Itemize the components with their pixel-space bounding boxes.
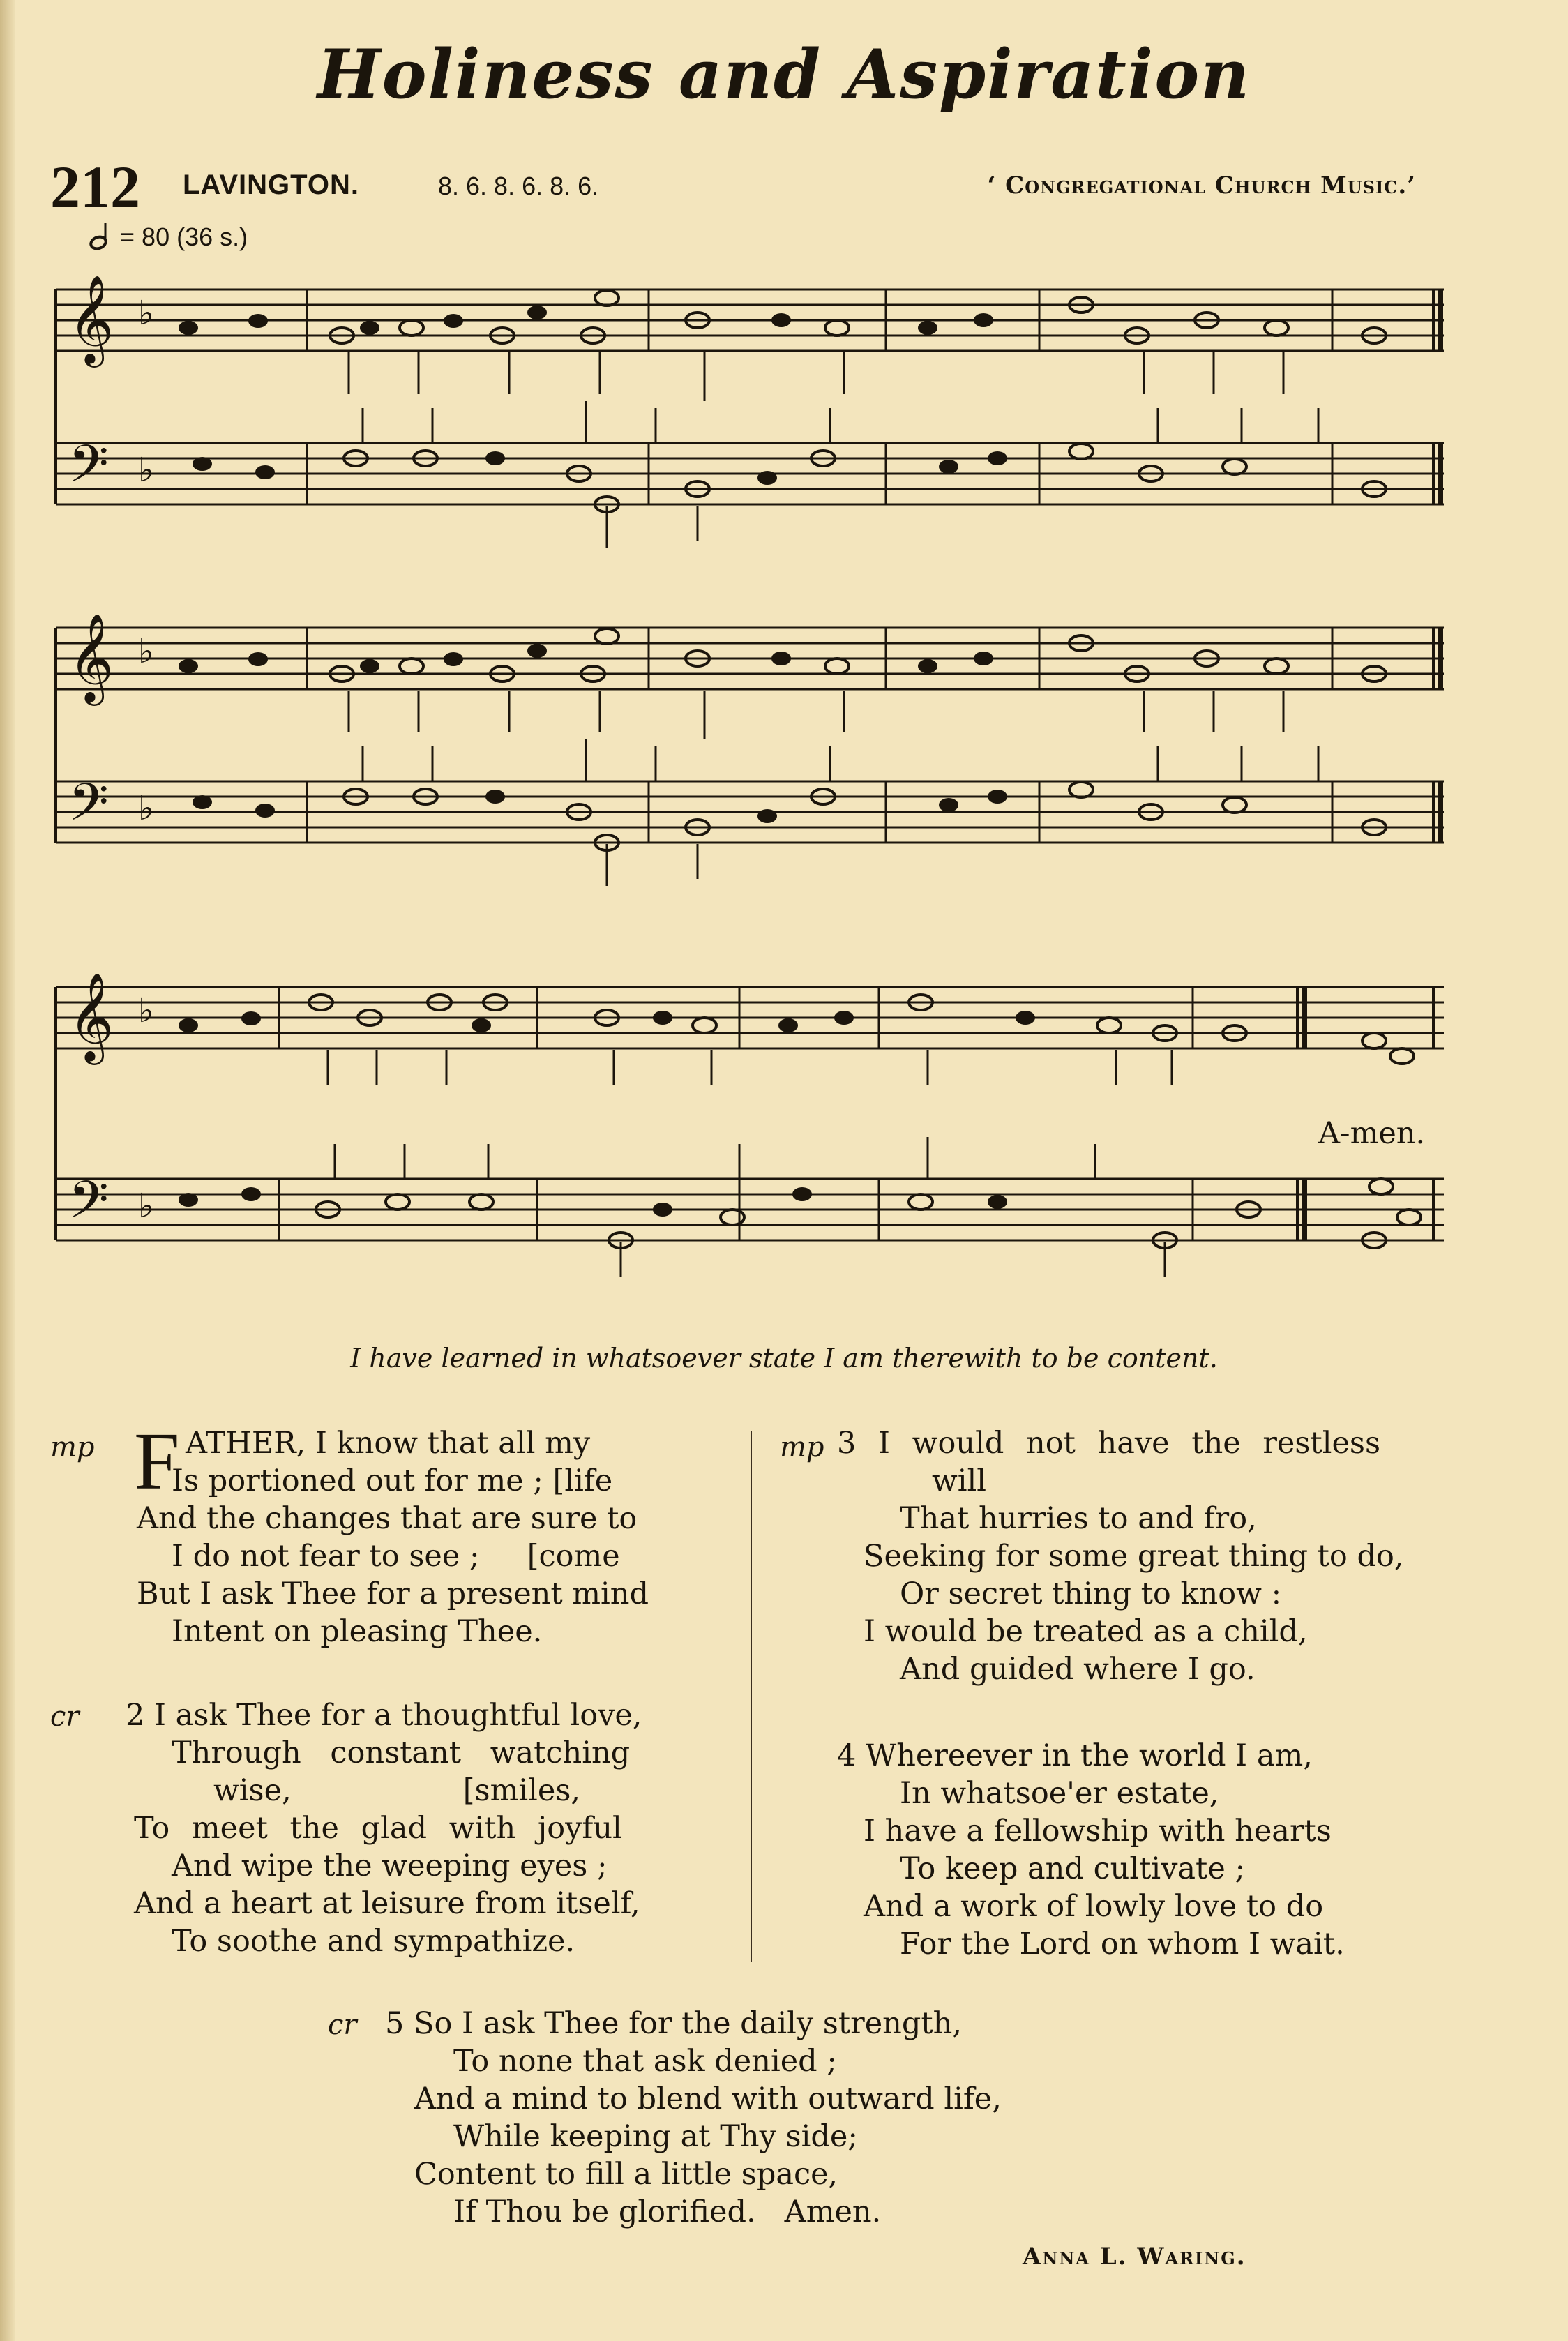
stanza-line: Whereever in the world I am, <box>866 1738 1313 1773</box>
music-system-2 <box>49 607 1451 900</box>
stanza-line: I have a fellowship with hearts <box>864 1814 1332 1849</box>
svg-text:♭: ♭ <box>138 294 154 333</box>
stanza-line: ATHER, I know that all my <box>186 1426 591 1461</box>
stanza-line: So I ask Thee for the daily strength, <box>414 2006 963 2041</box>
stanza-line: And guided where I go. <box>900 1652 1256 1687</box>
column-divider <box>751 1431 752 1962</box>
stanza-line: To soothe and sympathize. <box>172 1924 575 1959</box>
stanza-line: To none that ask denied ; <box>453 2044 837 2079</box>
tune-name: LAVINGTON. <box>183 170 359 200</box>
svg-text:𝄞: 𝄞 <box>68 972 114 1061</box>
stanza-number: 2 <box>126 1698 145 1733</box>
amen-text: A-men. <box>1318 1116 1426 1151</box>
stanza-line: To keep and cultivate ; <box>900 1851 1245 1886</box>
stanza-line: That hurries to and fro, <box>900 1501 1257 1536</box>
motto: I have learned in whatsoever state I am therewith to be content. <box>350 1343 1218 1373</box>
music-system-1 <box>49 269 1451 562</box>
stanza-line: Intent on pleasing Thee. <box>172 1614 543 1649</box>
svg-text:♭: ♭ <box>138 991 154 1030</box>
page-edge <box>0 0 15 2341</box>
half-note-icon <box>89 222 113 250</box>
running-head: Holiness and Aspiration <box>317 35 1251 114</box>
svg-text:♭: ♭ <box>138 1187 154 1226</box>
tempo-marking <box>89 222 248 252</box>
stanza-line: In whatsoe'er estate, <box>900 1776 1219 1811</box>
stanza-line: Through constant watching <box>172 1736 631 1770</box>
svg-text:𝄞: 𝄞 <box>68 274 114 363</box>
stanza-line: And wipe the weeping eyes ; <box>172 1849 608 1883</box>
stanza-line: Is portioned out for me ; [life <box>172 1463 613 1498</box>
stanza-5 <box>385 2005 1002 2231</box>
svg-text:♭: ♭ <box>138 632 154 671</box>
stanza-line: I would not have the restless <box>878 1426 1381 1461</box>
stanza-line: I do not fear to see ; [come <box>172 1539 620 1574</box>
stanza-line: For the Lord on whom I wait. <box>900 1927 1345 1962</box>
svg-text:𝄞: 𝄞 <box>68 612 114 702</box>
stanza-line: And a work of lowly love to do <box>864 1889 1324 1924</box>
stanza-number: 5 <box>385 2006 405 2041</box>
stanza-2 <box>126 1696 642 1960</box>
stanza-line: And a heart at leisure from itself, <box>134 1886 640 1921</box>
stanza-line: But I ask Thee for a present mind <box>137 1576 649 1611</box>
music-system-3 <box>49 959 1451 1280</box>
svg-text:♭: ♭ <box>138 451 154 490</box>
dynamic-cr: cr <box>328 2009 357 2041</box>
stanza-1 <box>137 1424 649 1650</box>
svg-text:𝄢: 𝄢 <box>68 772 109 845</box>
dropcap: F <box>134 1415 180 1507</box>
stanza-line: And a mind to blend with outward life, <box>414 2082 1002 2116</box>
stanza-4 <box>837 1737 1345 1963</box>
stanza-line: To meet the glad with joyful <box>134 1811 622 1846</box>
tune-source: ‘ Congregational Church Music.’ <box>987 172 1416 200</box>
svg-text:𝄢: 𝄢 <box>68 434 109 507</box>
stanza-line: And the changes that are sure to <box>137 1501 638 1536</box>
tempo-text: = 80 (36 s.) <box>120 223 248 251</box>
stanza-number: 3 <box>837 1426 857 1461</box>
stanza-line: Seeking for some great thing to do, <box>864 1539 1404 1574</box>
stanza-line: Content to fill a little space, <box>414 2157 838 2192</box>
stanza-line: Or secret thing to know : <box>900 1576 1282 1611</box>
dynamic-mp: mp <box>780 1431 824 1463</box>
stanza-line: While keeping at Thy side; <box>453 2119 858 2154</box>
meter: 8. 6. 8. 6. 8. 6. <box>438 172 599 200</box>
stanza-line: If Thou be glorified. Amen. <box>453 2195 882 2229</box>
stanza-line: I would be treated as a child, <box>864 1614 1308 1649</box>
stanza-line: I ask Thee for a thoughtful love, <box>154 1698 642 1733</box>
dynamic-mp: mp <box>50 1431 95 1463</box>
dynamic-cr: cr <box>50 1701 80 1733</box>
svg-text:𝄢: 𝄢 <box>68 1170 109 1243</box>
stanza-line: wise, [smiles, <box>213 1773 581 1808</box>
stanza-line: will <box>932 1463 987 1498</box>
svg-text:♭: ♭ <box>138 789 154 828</box>
hymn-number: 212 <box>50 153 140 220</box>
author-credit: Anna L. Waring. <box>1023 2243 1246 2271</box>
stanza-number: 4 <box>837 1738 857 1773</box>
stanza-3 <box>837 1424 1404 1688</box>
